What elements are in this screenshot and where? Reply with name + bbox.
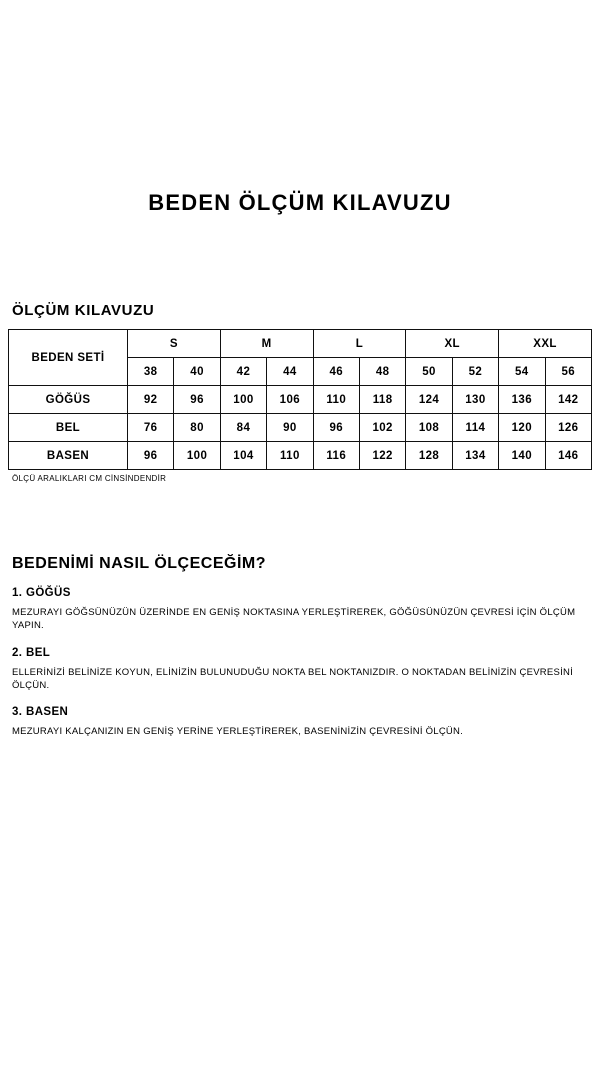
table-row-group-headers <box>9 330 592 358</box>
table-cell: 100 <box>220 386 266 414</box>
table-cell: 104 <box>220 442 266 470</box>
table-cell: 136 <box>499 386 545 414</box>
size-group-xl: XL <box>406 330 499 358</box>
table-cell: 130 <box>452 386 498 414</box>
table-cell: 76 <box>128 414 174 442</box>
table-cell: 102 <box>359 414 405 442</box>
table-cell: 108 <box>406 414 452 442</box>
table-cell: 92 <box>128 386 174 414</box>
table-cell: 124 <box>406 386 452 414</box>
table-cell: 118 <box>359 386 405 414</box>
howto-item <box>8 706 592 738</box>
table-row-label-beden-seti: BEDEN SETİ <box>9 330 128 386</box>
table-cell: 140 <box>499 442 545 470</box>
table-note: ÖLÇÜ ARALIKLARI CM CİNSİNDENDİR <box>12 474 167 483</box>
table-row-label-bel: BEL <box>9 414 128 442</box>
table-cell: 38 <box>128 358 174 386</box>
table-row-label-basen: BASEN <box>9 442 128 470</box>
size-group-l: L <box>313 330 406 358</box>
table-cell: 48 <box>359 358 405 386</box>
table-cell: 42 <box>220 358 266 386</box>
howto-item-text: MEZURAYI GÖĞSÜNÜZÜN ÜZERİNDE EN GENİŞ NOKTASINA YERLEŞTİREREK, GÖĞÜSÜNÜZÜN ÇEVRESİ İÇİN ÖLÇÜM YAPIN. <box>12 607 576 632</box>
howto-item-title: 2. BEL <box>12 646 51 659</box>
table-cell: 100 <box>174 442 220 470</box>
howto-item <box>8 587 592 633</box>
table-row-basen <box>9 442 592 470</box>
howto-item <box>8 647 592 693</box>
size-chart-table <box>8 329 592 470</box>
table-cell: 96 <box>313 414 359 442</box>
table-cell: 120 <box>499 414 545 442</box>
page-title: BEDEN ÖLÇÜM KILAVUZU <box>148 190 452 215</box>
howto-section-title: BEDENİMİ NASIL ÖLÇECEĞİM? <box>12 555 266 572</box>
table-cell: 106 <box>267 386 313 414</box>
table-cell: 84 <box>220 414 266 442</box>
table-cell: 116 <box>313 442 359 470</box>
table-cell: 40 <box>174 358 220 386</box>
table-cell: 80 <box>174 414 220 442</box>
howto-item-text: ELLERİNİZİ BELİNİZE KOYUN, ELİNİZİN BULUNUDUĞU NOKTA BEL NOKTANIZDIR. O NOKTADAN BELİNİZİN ÇEVRESİNİ ÖLÇÜN. <box>12 666 573 691</box>
howto-item-title: 1. GÖĞÜS <box>12 587 71 599</box>
table-cell: 128 <box>406 442 452 470</box>
size-group-m: M <box>220 330 313 358</box>
table-cell: 134 <box>452 442 498 470</box>
table-cell: 110 <box>267 442 313 470</box>
table-cell: 56 <box>545 358 591 386</box>
table-row-bel <box>9 414 592 442</box>
table-row-label-gogus: GÖĞÜS <box>9 386 128 414</box>
size-guide-page <box>0 190 600 1090</box>
table-cell: 146 <box>545 442 591 470</box>
size-group-xxl: XXL <box>499 330 592 358</box>
table-cell: 44 <box>267 358 313 386</box>
table-cell: 90 <box>267 414 313 442</box>
table-cell: 96 <box>128 442 174 470</box>
table-cell: 54 <box>499 358 545 386</box>
howto-item-title: 3. BASEN <box>12 706 69 719</box>
table-cell: 110 <box>313 386 359 414</box>
howto-item-text: MEZURAYI KALÇANIZIN EN GENİŞ YERİNE YERLEŞTİREREK, BASENİNİZİN ÇEVRESİNİ ÖLÇÜN. <box>12 726 464 738</box>
size-group-s: S <box>128 330 221 358</box>
table-cell: 46 <box>313 358 359 386</box>
table-cell: 52 <box>452 358 498 386</box>
table-cell: 114 <box>452 414 498 442</box>
table-cell: 96 <box>174 386 220 414</box>
section-title-measurement-guide: ÖLÇÜM KILAVUZU <box>12 302 155 319</box>
table-cell: 142 <box>545 386 591 414</box>
table-cell: 122 <box>359 442 405 470</box>
table-cell: 126 <box>545 414 591 442</box>
table-cell: 50 <box>406 358 452 386</box>
table-row-gogus <box>9 386 592 414</box>
